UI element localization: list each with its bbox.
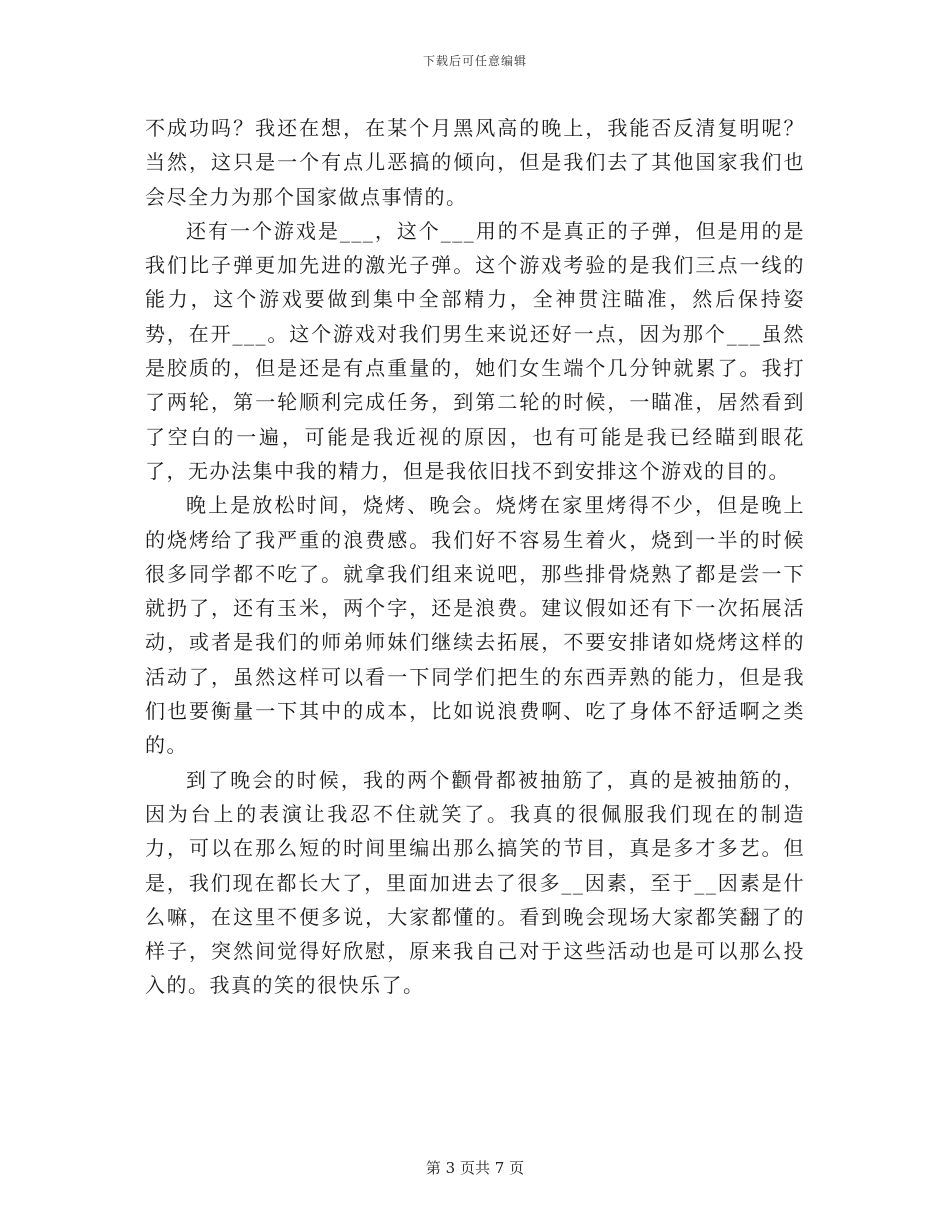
page-header: 下载后可任意编辑 <box>422 54 527 68</box>
paragraph-3: 晚上是放松时间，烧烤、晚会。烧烤在家里烤得不少，但是晚上的烧烤给了我严重的浪费感。我们好不容易生着火，烧到一半的时候很多同学都不吃了。就拿我们组来说吧，那些排骨烧熟了都是尝一下就扔了，还有玉米，两个字，还是浪费。建议假如还有下一次拓展活动，或者是我们的师弟师妹们继续去拓展，不要安排诸如烧烤这样的活动了，虽然这样可以看一下同学们把生的东西弄熟的能力，但是我们也要衡量一下其中的成本，比如说浪费啊、吃了身体不舒适啊之类的。 <box>145 493 805 758</box>
paragraph-4: 到了晚会的时候，我的两个颧骨都被抽筋了，真的是被抽筋的，因为台上的表演让我忍不住就笑了。我真的很佩服我们现在的制造力，可以在那么短的时间里编出那么搞笑的节目，真是多才多艺。但是，我们现在都长大了，里面加进去了很多__因素，至于__因素是什么嘛，在这里不便多说，大家都懂的。看到晚会现场大家都笑翻了的样子，突然间觉得好欣慰，原来我自己对于这些活动也是可以那么投入的。我真的笑的很快乐了。 <box>145 767 805 998</box>
paragraph-1: 不成功吗？我还在想，在某个月黑风高的晚上，我能否反清复明呢？当然，这只是一个有点儿恶搞的倾向，但是我们去了其他国家我们也会尽全力为那个国家做点事情的。 <box>145 116 805 209</box>
page-number-footer: 第 3 页共 7 页 <box>425 1159 525 1177</box>
paragraph-2: 还有一个游戏是___，这个___用的不是真正的子弹，但是用的是我们比子弹更加先进的激光子弹。这个游戏考验的是我们三点一线的能力，这个游戏要做到集中全部精力，全神贯注瞄准，然后保持姿势，在开___。这个游戏对我们男生来说还好一点，因为那个___虽然是胶质的，但是还是有点重量的，她们女生端个几分钟就累了。我打了两轮，第一轮顺利完成任务，到第二轮的时候，一瞄准，居然看到了空白的一遍，可能是我近视的原因，也有可能是我已经瞄到眼花了，无办法集中我的精力，但是我依旧找不到安排这个游戏的目的。 <box>145 218 805 483</box>
document-body <box>145 111 805 1003</box>
